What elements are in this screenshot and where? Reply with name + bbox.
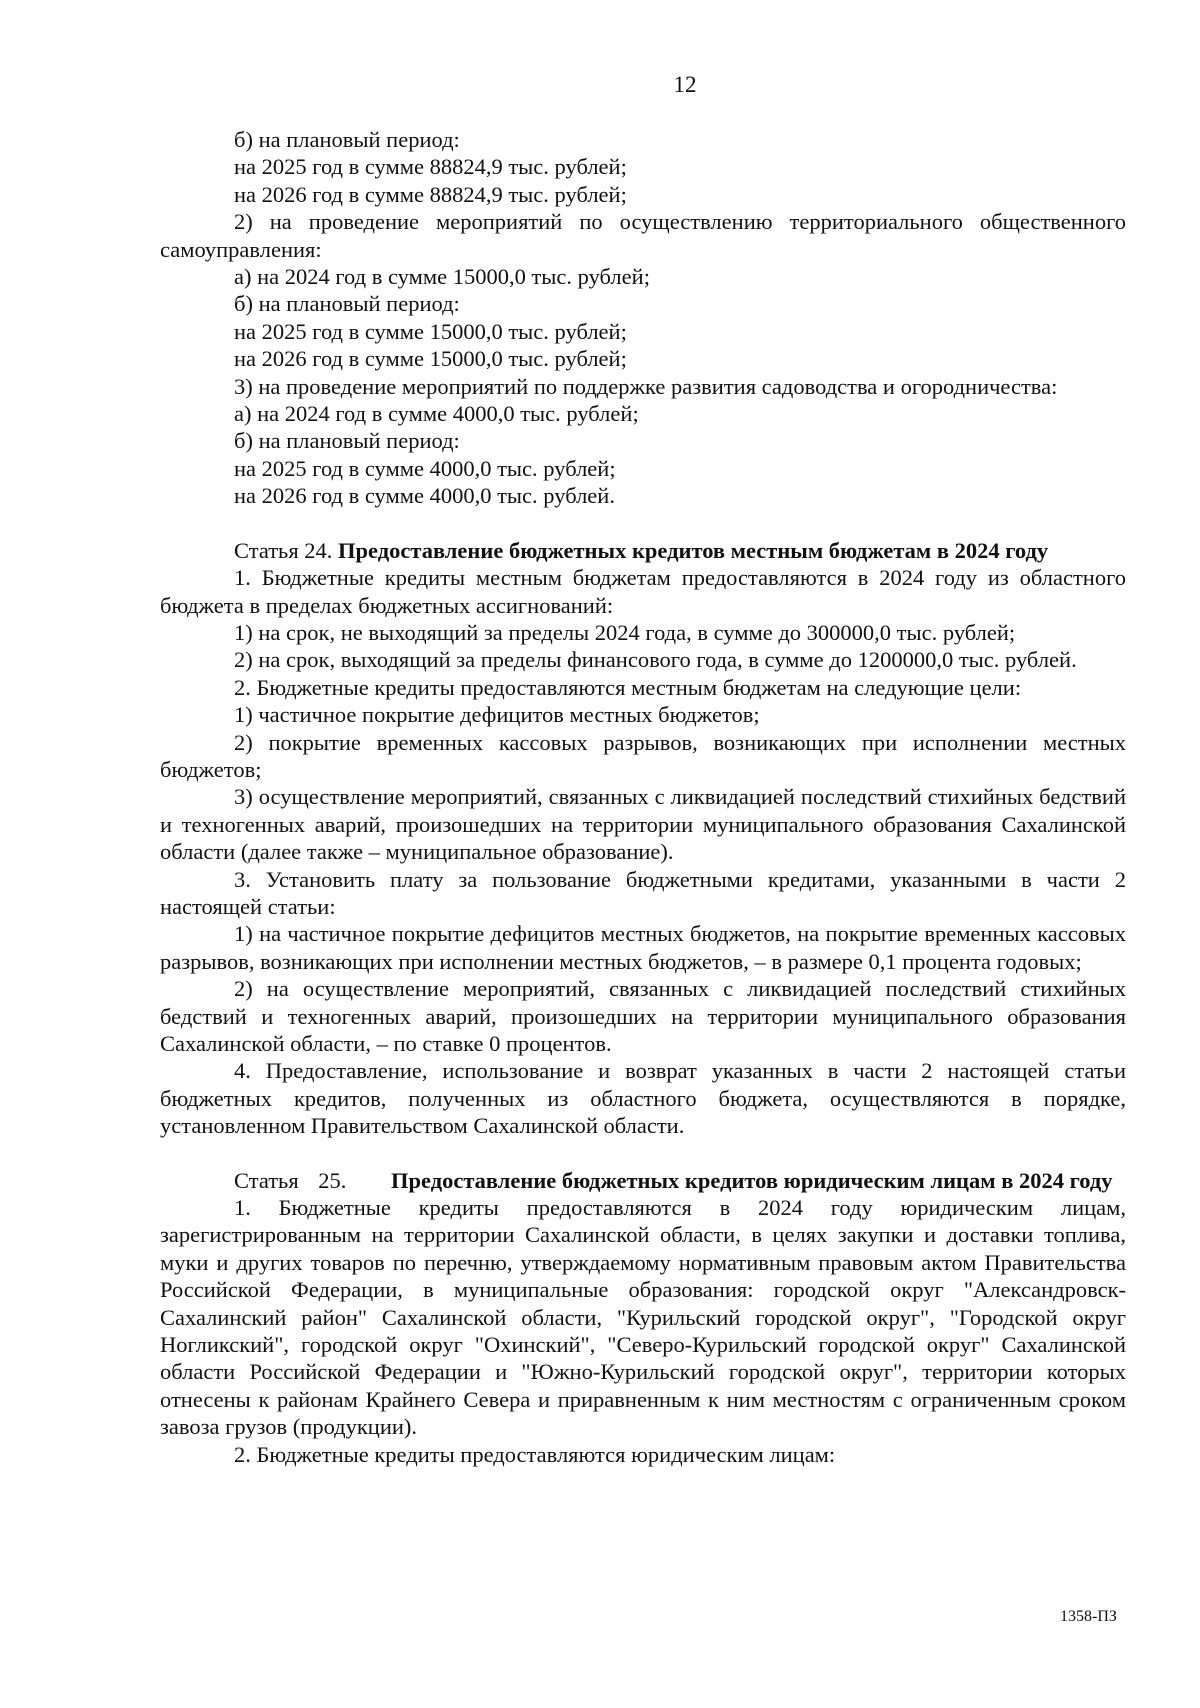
- paragraph: а) на 2024 год в сумме 15000,0 тыс. рублей;: [234, 264, 650, 290]
- article-25-title: Предоставление бюджетных кредитов юридическим лицам в 2024 году: [391, 1167, 1113, 1193]
- article-24-title: Предоставление бюджетных кредитов местным бюджетам в 2024 году: [338, 537, 1049, 563]
- paragraph: на 2026 год в сумме 4000,0 тыс. рублей.: [234, 483, 615, 509]
- article-25-heading: [160, 1167, 1126, 1194]
- paragraph: на 2026 год в сумме 15000,0 тыс. рублей;: [234, 346, 627, 372]
- paragraph: на 2025 год в сумме 88824,9 тыс. рублей;: [234, 154, 627, 180]
- article-25-label: Статья 25.: [234, 1167, 347, 1193]
- paragraph: 3) осуществление мероприятий, связанных с ликвидацией последствий стихийных бедствий и техногенных аварий, произошедших на территории муниципального образования Сахалинской области (далее также – муниципальное образование).: [160, 784, 1126, 865]
- paragraph: 2) на проведение мероприятий по осуществлению территориального общественного самоуправления:: [160, 209, 1126, 262]
- paragraph: б) на плановый период:: [234, 127, 460, 152]
- section-gap: [160, 510, 1126, 537]
- paragraph: 1) на частичное покрытие дефицитов местных бюджетов, на покрытие временных кассовых разрывов, возникающих при исполнении местных бюджетов, – в размере 0,1 процента годовых;: [160, 921, 1126, 974]
- paragraph: на 2025 год в сумме 15000,0 тыс. рублей;: [234, 318, 627, 344]
- paragraph: 2. Бюджетные кредиты предоставляются юридическим лицам:: [234, 1441, 836, 1467]
- document-code: 1358-ПЗ: [1060, 1608, 1117, 1625]
- paragraph: 1) частичное покрытие дефицитов местных бюджетов;: [234, 702, 760, 728]
- paragraph: 2) на осуществление мероприятий, связанных с ликвидацией последствий стихийных бедствий и техногенных аварий, произошедших на территории муниципального образования Сахалинской области, – по ставке 0 процентов.: [160, 976, 1126, 1056]
- article-24-heading: [160, 537, 1126, 564]
- document-body: [160, 126, 1126, 1468]
- paragraph: 2) покрытие временных кассовых разрывов, возникающих при исполнении местных бюджетов;: [160, 729, 1126, 782]
- article-24-label: Статья 24.: [234, 537, 333, 563]
- paragraph: б) на плановый период:: [234, 291, 460, 317]
- paragraph: 3) на проведение мероприятий по поддержке развития садоводства и огородничества:: [234, 373, 1058, 399]
- paragraph: 1. Бюджетные кредиты местным бюджетам предоставляются в 2024 году из областного бюджета в пределах бюджетных ассигнований:: [160, 565, 1126, 618]
- paragraph: 4. Предоставление, использование и возврат указанных в части 2 настоящей статьи бюджетных кредитов, полученных из областного бюджета, осуществляются в порядке, установленном Правительством Сахалинской области.: [160, 1058, 1126, 1139]
- paragraph: на 2026 год в сумме 88824,9 тыс. рублей;: [234, 181, 627, 207]
- paragraph: б) на плановый период:: [234, 428, 460, 454]
- page-number: 12: [673, 72, 697, 97]
- paragraph: 2. Бюджетные кредиты предоставляются местным бюджетам на следующие цели:: [234, 674, 1022, 700]
- paragraph: 1. Бюджетные кредиты предоставляются в 2024 году юридическим лицам, зарегистрированным на территории Сахалинской области, в целях закупки и доставки топлива, муки и других товаров по перечню, утверждаемому нормативным правовым актом Правительства Российской Федерации, в муниципальные образования: городской округ "Александровск-Сахалинский район" Сахалинской области, "Курильский городской округ", "Городской округ Ногликский", городской округ "Охинский", "Северо-Курильский городской округ" Сахалинской области Российской Федерации и "Южно-Курильский городской округ", территории которых отнесены к районам Крайнего Севера и приравненным к ним местностям с ограниченным сроком завоза грузов (продукции).: [160, 1195, 1126, 1440]
- paragraph: а) на 2024 год в сумме 4000,0 тыс. рублей;: [234, 401, 639, 427]
- section-gap: [160, 1140, 1126, 1167]
- paragraph: 3. Установить плату за пользование бюджетными кредитами, указанными в части 2 настоящей статьи:: [160, 866, 1126, 919]
- paragraph: 1) на срок, не выходящий за пределы 2024 года, в сумме до 300000,0 тыс. рублей;: [234, 619, 1016, 645]
- paragraph: 2) на срок, выходящий за пределы финансового года, в сумме до 1200000,0 тыс. рублей.: [234, 647, 1077, 673]
- paragraph: на 2025 год в сумме 4000,0 тыс. рублей;: [234, 455, 616, 481]
